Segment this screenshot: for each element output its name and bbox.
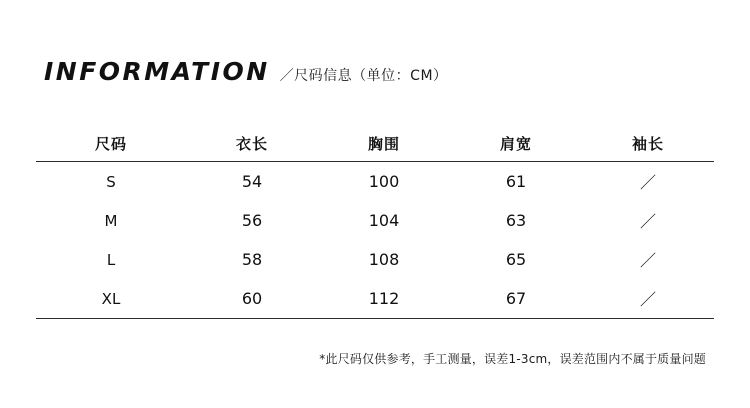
page-title-main: INFORMATION bbox=[44, 57, 270, 86]
column-header-size: 尺码 bbox=[94, 134, 127, 153]
cell-bust: 112 bbox=[368, 289, 400, 308]
size-chart-table bbox=[36, 125, 714, 319]
page-title-sub: ／尺码信息（单位：CM） bbox=[279, 68, 448, 84]
column-header-bust: 胸围 bbox=[367, 134, 400, 153]
cell-size: L bbox=[106, 250, 116, 269]
table-row bbox=[36, 162, 714, 202]
cell-size: S bbox=[106, 172, 116, 191]
cell-sleeve: ／ bbox=[639, 173, 656, 192]
cell-length: 56 bbox=[241, 211, 263, 230]
column-header-sleeve: 袖长 bbox=[631, 134, 664, 153]
page-title bbox=[44, 57, 448, 86]
cell-length: 60 bbox=[241, 289, 263, 308]
cell-bust: 104 bbox=[368, 211, 400, 230]
cell-sleeve: ／ bbox=[639, 290, 656, 309]
cell-length: 58 bbox=[241, 250, 263, 269]
cell-bust: 108 bbox=[368, 250, 400, 269]
table-header bbox=[36, 125, 714, 162]
cell-bust: 100 bbox=[368, 172, 400, 191]
table-body bbox=[36, 162, 714, 319]
table-row bbox=[36, 279, 714, 319]
measurement-disclaimer: *此尺码仅供参考，手工测量，误差1-3cm，误差范围内不属于质量问题 bbox=[319, 352, 706, 366]
cell-sleeve: ／ bbox=[639, 251, 656, 270]
table-row bbox=[36, 201, 714, 240]
cell-length: 54 bbox=[241, 172, 263, 191]
column-header-shoulder: 肩宽 bbox=[499, 134, 532, 153]
table-row bbox=[36, 240, 714, 279]
cell-size: M bbox=[104, 211, 118, 230]
cell-shoulder: 63 bbox=[505, 211, 527, 230]
cell-shoulder: 61 bbox=[505, 172, 527, 191]
column-header-length: 衣长 bbox=[235, 134, 268, 153]
cell-size: XL bbox=[101, 289, 121, 308]
cell-shoulder: 65 bbox=[505, 250, 527, 269]
cell-shoulder: 67 bbox=[505, 289, 527, 308]
cell-sleeve: ／ bbox=[639, 212, 656, 231]
table-header-row bbox=[36, 125, 714, 162]
